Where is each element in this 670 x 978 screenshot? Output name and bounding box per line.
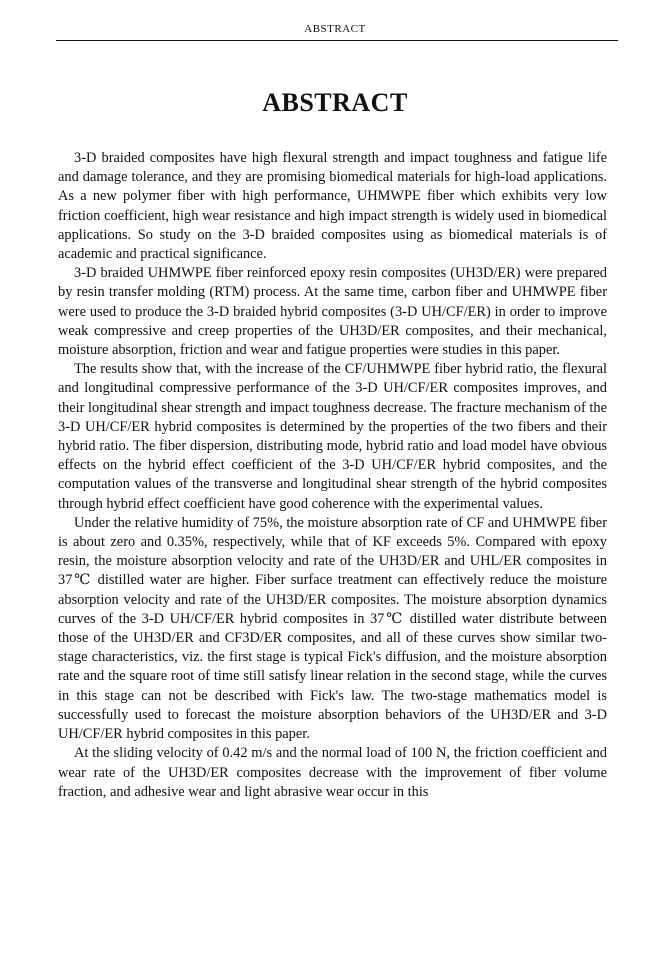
abstract-body [58, 149, 607, 802]
paragraph: 3-D braided composites have high flexural strength and impact toughness and fatigue life and damage tolerance, and they are promising biomedical materials for high-load applications. As a new polymer fiber with high performance, UHMWPE fiber which exhibits very low friction coefficient, high wear resistance and high impact strength is widely used in biomedical applications. So study on the 3-D braided composites using as biomedical materials is of academic and practical significance. [58, 150, 607, 263]
paragraph: Under the relative humidity of 75%, the moisture absorption rate of CF and UHMWPE fiber is about zero and 0.35%, respectively, while that of KF exceeds 5%. Compared with epoxy resin, the moisture absorption velocity and rate of the UH3D/ER and UHL/ER composites in 37℃ distilled water are higher. Fiber surface treatment can effectively reduce the moisture absorption velocity and rate of the UH3D/ER composites. The moisture absorption dynamics curves of the 3-D UH/CF/ER hybrid composites in 37℃ distilled water distribute between those of the UH3D/ER and CF3D/ER composites, and all of these curves show similar two-stage characteristics, viz. the first stage is typical Fick's diffusion, and the moisture absorption rate and the square root of time still satisfy linear relation in the second stage, while the curves in this stage can not be described with Fick's law. The two-stage mathematics model is successfully used to forecast the moisture absorption behaviors of the UH3D/ER and 3-D UH/CF/ER hybrid composites in this paper. [58, 514, 607, 743]
paragraph: At the sliding velocity of 0.42 m/s and the normal load of 100 N, the friction coefficient and wear rate of the UH3D/ER composites decrease with the improvement of fiber volume fraction, and adhesive wear and light abrasive wear occur in this [58, 745, 607, 800]
paragraph: 3-D braided UHMWPE fiber reinforced epoxy resin composites (UH3D/ER) were prepared by resin transfer molding (RTM) process. At the same time, carbon fiber and UHMWPE fiber were used to produce the 3-D braided hybrid composites (3-D UH/CF/ER) in order to improve weak compressive and creep properties of the UH3D/ER composites, and their mechanical, moisture absorption, friction and wear and fatigue properties were studies in this paper. [58, 265, 607, 359]
header-rule [56, 40, 618, 41]
running-head: ABSTRACT [304, 23, 366, 35]
paragraph: The results show that, with the increase of the CF/UHMWPE fiber hybrid ratio, the flexural and longitudinal compressive performance of the 3-D UH/CF/ER composites improves, and their longitudinal shear strength and impact toughness decrease. The fracture mechanism of the 3-D UH/CF/ER hybrid composites is determined by the properties of the two fibers and their hybrid ratio. The fiber dispersion, distributing mode, hybrid ratio and load model have obvious effects on the hybrid effect coefficient of the 3-D UH/CF/ER hybrid composites, and the computation values of the transverse and longitudinal shear strength of the hybrid composites through hybrid effect coefficient have good coherence with the experimental values. [58, 361, 607, 512]
page-title: ABSTRACT [262, 88, 408, 117]
